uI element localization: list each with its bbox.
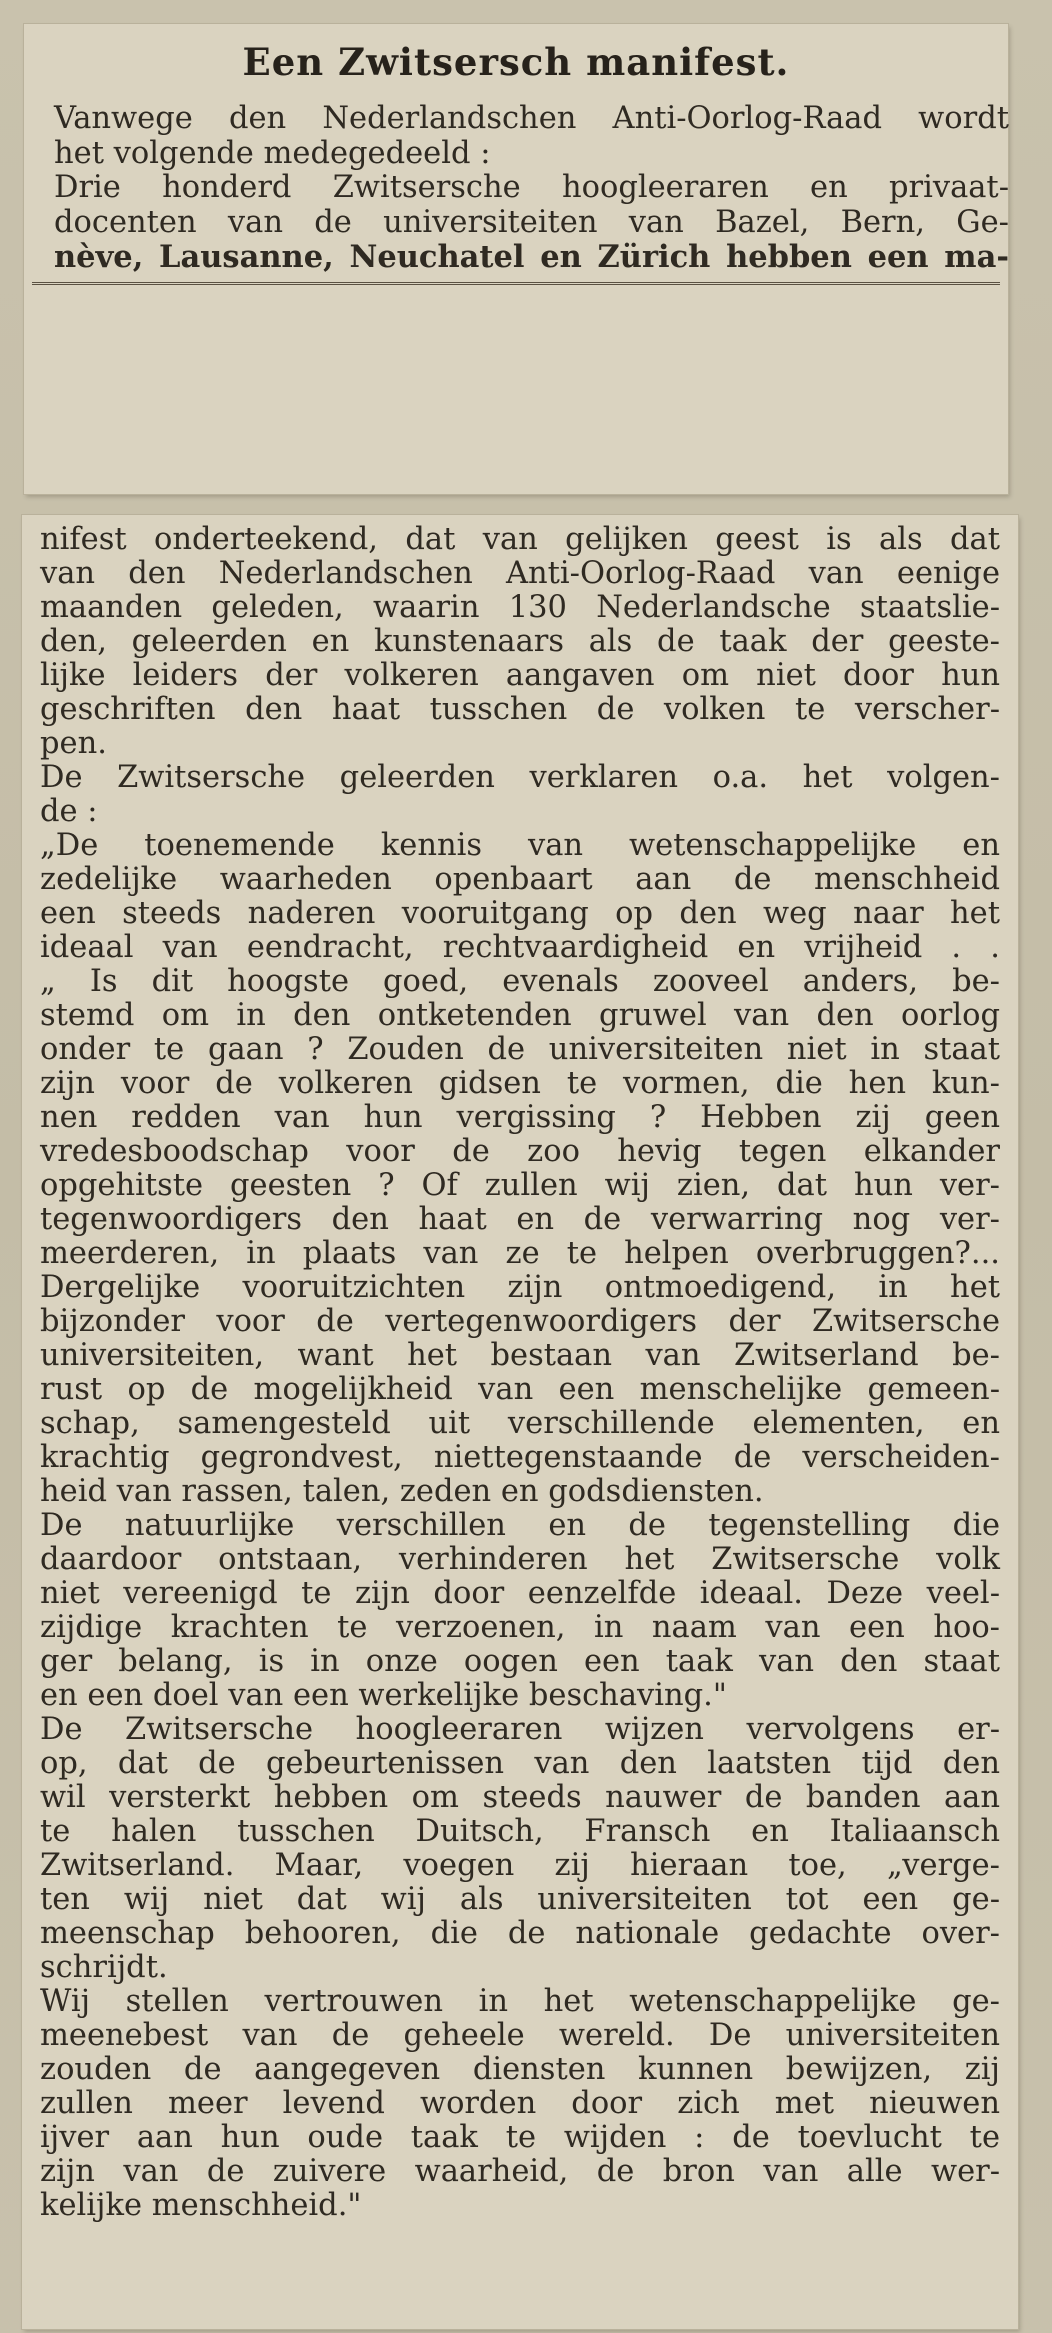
text-line: den, geleerden en kunstenaars als de taak der geeste- <box>40 624 1000 659</box>
text-line: Wij stellen vertrouwen in het wetenschappelijke ge- <box>40 1984 1000 2019</box>
text-line: nifest onderteekend, dat van gelijken geest is als dat <box>40 522 1000 557</box>
text-line: nève, Lausanne, Neuchatel en Zürich hebben een ma- <box>54 239 1009 276</box>
text-line: nen redden van hun vergissing ? Hebben zij geen <box>40 1100 1000 1135</box>
text-line: kelijke menschheid." <box>40 2188 362 2223</box>
text-line: Zwitserland. Maar, voegen zij hieraan toe, „verge- <box>40 1848 1000 1883</box>
divider-rule <box>32 282 1000 285</box>
text-line: ideaal van eendracht, rechtvaardigheid en vrijheid . . <box>40 930 1000 965</box>
text-line: op, dat de gebeurtenissen van den laatsten tijd den <box>40 1746 1000 1781</box>
text-line: ger belang, is in onze oogen een taak van den staat <box>40 1644 1000 1679</box>
text-line: zijdige krachten te verzoenen, in naam van een hoo- <box>40 1610 1000 1645</box>
text-line: onder te gaan ? Zouden de universiteiten niet in staat <box>40 1032 1000 1067</box>
clipping-top <box>24 24 1008 494</box>
text-line: ijver aan hun oude taak te wijden : de toevlucht te <box>40 2120 1000 2155</box>
text-line: De Zwitsersche geleerden verklaren o.a. het volgen- <box>40 760 1000 795</box>
text-line: schrijdt. <box>40 1950 168 1985</box>
text-line: heid van rassen, talen, zeden en godsdiensten. <box>40 1474 764 1509</box>
text-line: rust op de mogelijkheid van een menschelijke gemeen- <box>40 1372 1000 1407</box>
text-line: het volgende medegedeeld : <box>54 135 491 171</box>
text-line: zedelijke waarheden openbaart aan de menschheid <box>40 862 1000 897</box>
text-line: opgehitste geesten ? Of zullen wij zien, dat hun ver- <box>40 1168 1000 1203</box>
text-line: bijzonder voor de vertegenwoordigers der Zwitsersche <box>40 1304 1000 1339</box>
text-line: en een doel van een werkelijke beschaving." <box>40 1678 727 1713</box>
text-line: De Zwitsersche hoogleeraren wijzen vervolgens er- <box>40 1712 1000 1747</box>
text-line: docenten van de universiteiten van Bazel, Bern, Ge- <box>54 204 1009 240</box>
bottom-column <box>40 523 1000 2223</box>
text-line: zouden de aangegeven diensten kunnen bewijzen, zij <box>40 2052 1000 2087</box>
text-line: De natuurlijke verschillen en de tegenstelling die <box>40 1508 1000 1543</box>
text-line: geschriften den haat tusschen de volken te verscher- <box>40 692 1000 727</box>
text-line: Dergelijke vooruitzichten zijn ontmoedigend, in het <box>40 1270 1000 1305</box>
text-line: pen. <box>40 726 107 761</box>
text-line: wil versterkt hebben om steeds nauwer de banden aan <box>40 1780 1000 1815</box>
text-line: maanden geleden, waarin 130 Nederlandsche staatslie- <box>40 590 1000 625</box>
blank-clipping-area <box>24 324 1008 494</box>
text-line: schap, samengesteld uit verschillende elementen, en <box>40 1406 1000 1441</box>
text-line: van den Nederlandschen Anti-Oorlog-Raad van eenige <box>40 556 1000 591</box>
text-line: te halen tusschen Duitsch, Fransch en Italiaansch <box>40 1814 1000 1849</box>
text-line: niet vereenigd te zijn door eenzelfde ideaal. Deze veel- <box>40 1576 1000 1611</box>
text-line: daardoor ontstaan, verhinderen het Zwitsersche volk <box>40 1542 1000 1577</box>
text-line: tegenwoordigers den haat en de verwarring nog ver- <box>40 1202 1000 1237</box>
text-line: de : <box>40 794 98 829</box>
text-line: zijn voor de volkeren gidsen te vormen, die hen kun- <box>40 1066 1000 1101</box>
text-line: zullen meer levend worden door zich met nieuwen <box>40 2086 1000 2121</box>
text-line: „De toenemende kennis van wetenschappelijke en <box>40 828 1000 863</box>
text-line: meenebest van de geheele wereld. De universiteiten <box>40 2018 1000 2053</box>
text-line: meerderen, in plaats van ze te helpen overbruggen?... <box>40 1236 1000 1271</box>
text-line: vredesboodschap voor de zoo hevig tegen elkander <box>40 1134 1000 1169</box>
text-line: lijke leiders der volkeren aangaven om niet door hun <box>40 658 1000 693</box>
text-line: universiteiten, want het bestaan van Zwitserland be- <box>40 1338 1000 1373</box>
text-line: een steeds naderen vooruitgang op den weg naar het <box>40 896 1000 931</box>
text-line: „ Is dit hoogste goed, evenals zooveel anders, be- <box>40 964 1000 999</box>
text-line: Vanwege den Nederlandschen Anti-Oorlog-Raad wordt <box>54 101 1009 136</box>
text-line: meenschap behooren, die de nationale gedachte over- <box>40 1916 1000 1951</box>
text-line: ten wij niet dat wij als universiteiten tot een ge- <box>40 1882 1000 1917</box>
text-line: stemd om in den ontketenden gruwel van den oorlog <box>40 998 1000 1033</box>
article-headline: Een Zwitsersch manifest. <box>242 40 790 84</box>
text-line: Drie honderd Zwitsersche hoogleeraren en privaat- <box>54 170 1009 206</box>
text-line: krachtig gegrondvest, niettegenstaande de verscheiden- <box>40 1440 1000 1475</box>
text-line: zijn van de zuivere waarheid, de bron van alle wer- <box>40 2154 1000 2189</box>
clipping-bottom <box>22 515 1018 2329</box>
top-column <box>54 102 1009 275</box>
